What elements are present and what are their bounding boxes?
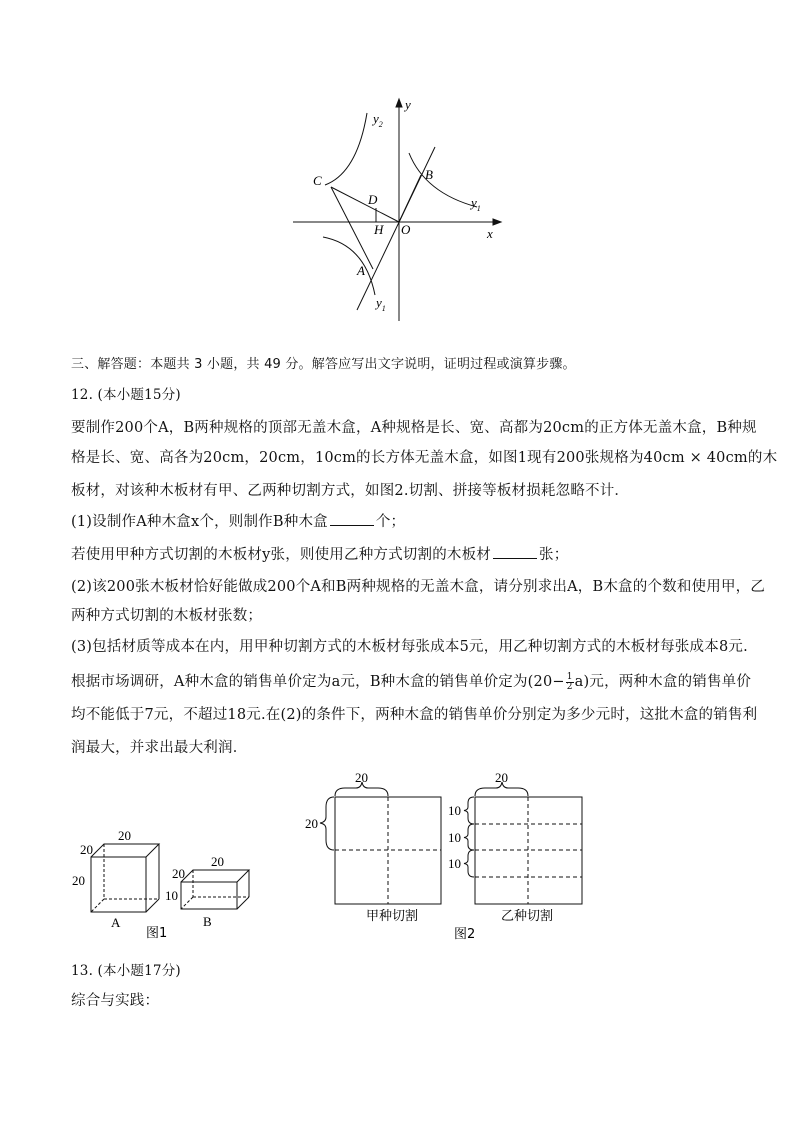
line-ab <box>357 147 435 310</box>
q12-part1-text: (1)设制作A种木盒x个，则制作B种木盒 <box>71 514 328 530</box>
q12-number: 12. (本小题15分) <box>71 387 181 403</box>
point-c-label: C <box>313 173 322 188</box>
q12-part3-line4: 润最大，并求出最大利润． <box>71 740 248 756</box>
brace-yi-left-3 <box>464 850 474 877</box>
q12-line1: 要制作200个A，B两种规格的顶部无盖木盒，A种规格是长、宽、高都为20cm的正方体无盖木盒，B种规 <box>71 420 757 436</box>
figure-2 <box>300 768 600 946</box>
curve-y1-left <box>323 237 375 295</box>
fig1-a-left-dim: 20 <box>72 873 85 888</box>
answer-blank-2[interactable] <box>493 544 537 559</box>
q12-part3-line2 <box>71 672 751 692</box>
curve-y2 <box>325 113 367 185</box>
fig2-yi-label: 乙种切割 <box>501 909 554 924</box>
x-axis-label: x <box>487 226 493 241</box>
brace-jia-left <box>320 797 334 850</box>
fig1-a-left-top-dim: 20 <box>80 842 93 857</box>
box-b-top <box>181 870 249 882</box>
fraction-half: $\frac{1}{2}$ <box>566 671 573 692</box>
q12-line2: 格是长、宽、高各为20cm，20cm，10cm的长方体无盖木盒，如图1现有200张规格为40cm × 40cm的木 <box>71 450 778 466</box>
q12-part3-line2-b: a)元，两种木盒的销售单价 <box>574 674 752 690</box>
label-y2: $y_2$ <box>373 111 383 129</box>
fig2-yi-left-dim-1: 10 <box>448 803 461 818</box>
answer-blank-1[interactable] <box>330 511 374 526</box>
q12-part2-line2: 两种方式切割的木板材张数； <box>71 608 263 624</box>
label-y1-bottom: $y_1$ <box>376 295 386 313</box>
point-d-label: D <box>368 192 378 207</box>
fig2-yi-top-dim: 20 <box>495 770 508 785</box>
point-h-label: H <box>374 222 384 237</box>
fig1-a-top-dim: 20 <box>118 828 131 843</box>
q12-part1 <box>71 511 405 532</box>
q12-line3: 板材，对该种木板材有甲、乙两种切割方式，如图2.切割、拼接等板材损耗忽略不计． <box>71 483 630 499</box>
q12-part1-suffix: 个； <box>375 514 406 530</box>
fig2-yi-left-dim-3: 10 <box>448 856 461 871</box>
q12-part3-line3: 均不能低于7元，不超过18元.在(2)的条件下，两种木盒的销售单价分别定为多少元时，这批木盒的销售利 <box>71 707 758 723</box>
segment-co <box>331 187 399 222</box>
q13-line1: 综合与实践： <box>71 993 160 1009</box>
q12-part1b <box>71 544 568 565</box>
q12-part1b-text: 若使用甲种方式切割的木板材y张，则使用乙种方式切割的木板材 <box>71 547 491 563</box>
y-axis-label: y <box>405 97 411 112</box>
q12-part1b-suffix: 张； <box>539 547 569 563</box>
brace-yi-left-1 <box>464 797 474 824</box>
section-heading: 三、解答题：本题共 3 小题，共 49 分。解答应写出文字说明，证明过程或演算步骤。 <box>71 357 576 372</box>
cube-a-top <box>91 844 159 857</box>
figure-1 <box>68 822 258 942</box>
brace-yi-left-2 <box>464 824 474 850</box>
fig2-jia-top-dim: 20 <box>355 770 368 785</box>
q12-part2-line1: (2)该200张木板材恰好能做成200个A和B两种规格的无盖木盒，请分别求出A，B木盒的个数和使用甲，乙 <box>71 579 766 595</box>
fig1-caption: 图1 <box>146 926 168 941</box>
y-axis-arrow <box>396 99 402 107</box>
q13-number: 13. (本小题17分) <box>71 963 181 979</box>
coordinate-graph <box>285 95 510 330</box>
point-b-label: B <box>425 167 433 182</box>
fig1-a-label: A <box>111 915 121 930</box>
fig2-jia-label: 甲种切割 <box>366 909 419 924</box>
q12-part3-line1: (3)包括材质等成本在内，用甲种切割方式的木板材每张成本5元，用乙种切割方式的木板材每张成本8元. <box>71 639 748 655</box>
fig2-jia-left-dim: 20 <box>305 816 318 831</box>
box-b-front <box>181 882 237 909</box>
fig1-b-label: B <box>203 914 212 929</box>
fig2-yi-left-dim-2: 10 <box>448 830 461 845</box>
segment-ob <box>399 175 421 222</box>
q12-part3-line2-a: 根据市场调研，A种木盒的销售单价定为a元，B种木盒的销售单价定为(20− <box>71 674 565 690</box>
point-a-label: A <box>357 263 365 278</box>
fig1-b-left-dim: 10 <box>165 888 178 903</box>
point-o-label: O <box>401 222 411 237</box>
fig2-caption: 图2 <box>454 927 476 942</box>
segment-ca <box>331 187 373 269</box>
fig1-b-top-dim: 20 <box>211 854 224 869</box>
label-y1-right: $y_1$ <box>471 195 481 213</box>
x-axis-arrow <box>493 219 501 225</box>
fig1-b-left-top-dim: 20 <box>172 866 185 881</box>
